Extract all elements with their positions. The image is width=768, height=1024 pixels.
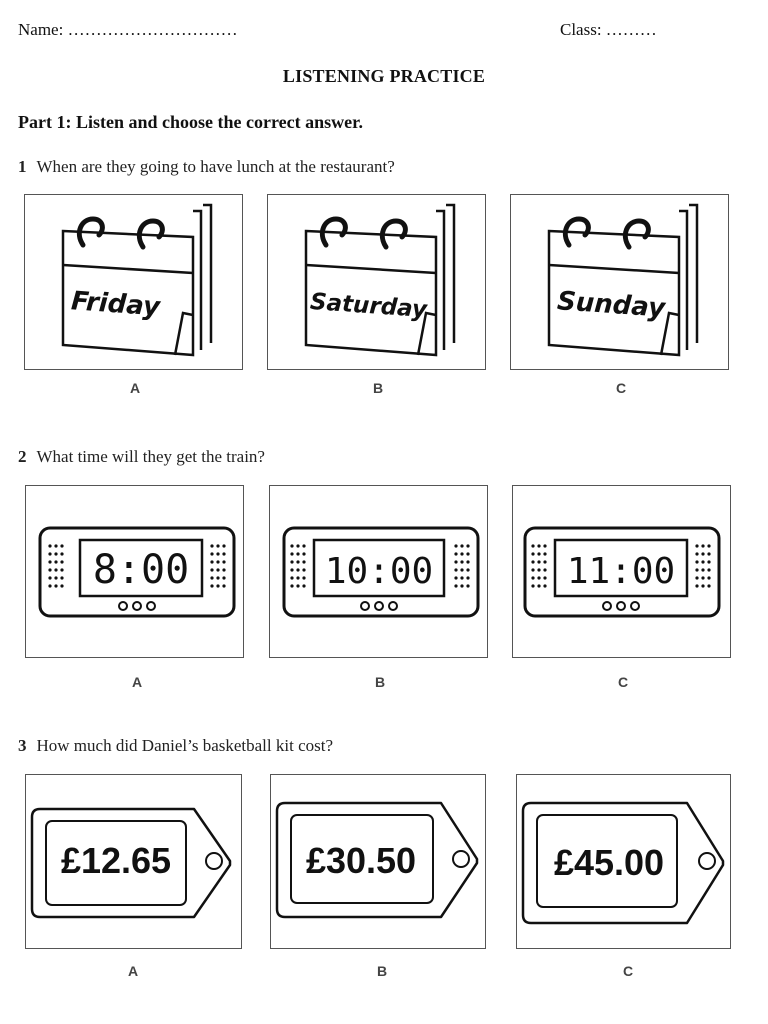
alarm-clock-icon	[26, 486, 242, 656]
alarm-clock-icon	[513, 486, 729, 656]
option-1a-calendar[interactable]	[24, 194, 243, 370]
option-1b-calendar[interactable]	[267, 194, 486, 370]
question-1	[18, 157, 395, 177]
option-value: 8:00	[92, 547, 190, 593]
option-value: Sunday	[556, 286, 666, 324]
name-field[interactable]: Name: …………………………	[18, 20, 238, 39]
option-value: £30.50	[305, 840, 417, 881]
page-title: LISTENING PRACTICE	[282, 66, 486, 86]
option-letter: A	[131, 674, 143, 690]
option-letter: B	[376, 963, 388, 979]
option-letter: C	[615, 380, 627, 396]
question-text: How much did Daniel’s basketball kit cost?	[36, 736, 333, 755]
option-value: 10:00	[324, 551, 434, 592]
option-letter: C	[617, 674, 629, 690]
option-3a-price-tag[interactable]	[25, 774, 242, 949]
question-2	[18, 447, 265, 467]
option-value: £12.65	[60, 840, 172, 881]
option-letter: B	[374, 674, 386, 690]
price-tag-icon	[517, 775, 729, 947]
part1-heading: Part 1: Listen and choose the correct answer.	[18, 112, 363, 132]
option-value: Saturday	[309, 288, 428, 324]
option-value: 11:00	[566, 551, 676, 592]
option-2a-clock[interactable]	[25, 485, 244, 658]
alarm-clock-icon	[270, 486, 486, 656]
option-1c-calendar[interactable]	[510, 194, 729, 370]
option-3b-price-tag[interactable]	[270, 774, 486, 949]
option-2b-clock[interactable]	[269, 485, 488, 658]
question-number: 1	[18, 157, 27, 176]
question-text: When are they going to have lunch at the restaurant?	[36, 157, 395, 176]
option-3c-price-tag[interactable]	[516, 774, 731, 949]
question-number: 2	[18, 447, 27, 466]
option-value: Friday	[70, 286, 161, 323]
class-field[interactable]: Class: ………	[560, 20, 657, 39]
question-number: 3	[18, 736, 27, 755]
option-letter: A	[127, 963, 139, 979]
calendar-icon	[511, 195, 727, 368]
question-text: What time will they get the train?	[36, 447, 265, 466]
price-tag-icon	[26, 775, 240, 947]
option-letter: A	[129, 380, 141, 396]
option-letter: C	[622, 963, 634, 979]
calendar-icon	[268, 195, 484, 368]
option-value: £45.00	[553, 842, 665, 883]
question-3	[18, 736, 333, 756]
price-tag-icon	[271, 775, 484, 947]
option-2c-clock[interactable]	[512, 485, 731, 658]
option-letter: B	[372, 380, 384, 396]
calendar-icon	[25, 195, 241, 368]
